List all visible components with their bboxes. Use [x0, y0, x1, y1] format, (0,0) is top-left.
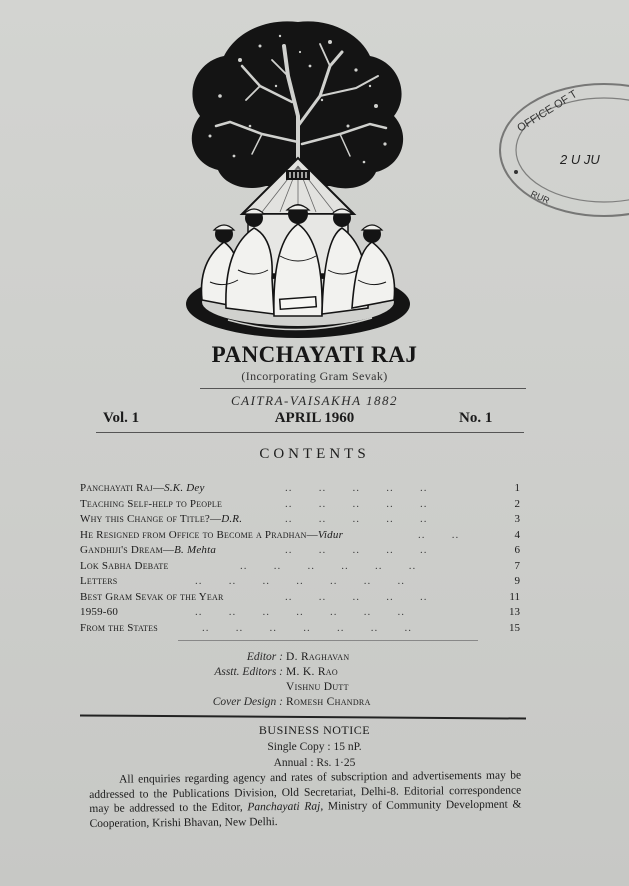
toc-row — [80, 559, 520, 575]
toc-leader: .. .. .. .. .. — [285, 482, 428, 494]
village-tree-illustration — [180, 16, 416, 342]
magazine-title: PANCHAYATI RAJ — [211, 342, 418, 367]
volume-label: Vol. 1 — [103, 410, 140, 426]
toc-leader: .. .. .. .. .. .. .. — [195, 606, 405, 618]
credit-name: M. K. Rao — [286, 666, 338, 678]
thick-divider — [80, 714, 526, 719]
toc-row — [80, 605, 520, 621]
divider — [178, 640, 478, 641]
toc-row — [80, 621, 520, 637]
toc-page-number: 3 — [514, 513, 520, 525]
toc-item-title: Letters — [80, 575, 118, 587]
toc-leader: .. .. .. .. .. .. .. — [202, 621, 412, 634]
credit-name: Vishnu Dutt — [286, 681, 349, 693]
divider — [96, 432, 524, 433]
toc-row — [80, 481, 520, 497]
toc-row — [80, 590, 520, 606]
toc-page-number: 15 — [509, 621, 520, 634]
contents-heading: CONTENTS — [259, 446, 370, 462]
table-of-contents — [80, 481, 520, 636]
annual-price: Annual : Rs. 1·25 — [273, 757, 356, 769]
credit-label: Asstt. Editors : — [214, 666, 283, 678]
single-copy-price: Single Copy : 15 nP. — [267, 741, 362, 753]
toc-page-number: 13 — [509, 606, 520, 618]
toc-item-title: Lok Sabha Debate — [80, 559, 169, 572]
toc-leader: .. .. .. .. .. — [285, 590, 428, 603]
toc-page-number: 1 — [514, 482, 520, 494]
toc-page-number: 2 — [514, 497, 520, 510]
toc-leader: .. .. .. .. .. — [285, 544, 428, 556]
toc-leader: .. .. .. .. .. — [285, 497, 428, 510]
issue-number: No. 1 — [459, 410, 493, 426]
toc-item-title: He Resigned from Office to Become a Pradhan—Vidur — [80, 528, 344, 541]
toc-page-number: 11 — [509, 590, 520, 603]
toc-leader: .. .. .. .. .. .. .. — [195, 575, 405, 587]
office-stamp — [494, 70, 629, 220]
calendar-date-line: CAITRA-VAISAKHA 1882 — [230, 393, 399, 408]
toc-item-title: Gandhiji's Dream—B. Mehta — [80, 544, 217, 556]
credit-label: Editor : — [246, 651, 283, 663]
toc-row — [80, 512, 520, 528]
toc-page-number: 7 — [514, 559, 520, 572]
divider — [200, 388, 526, 389]
toc-item-title: 1959-60 — [80, 606, 119, 618]
toc-row — [80, 543, 520, 559]
credit-label: Cover Design : — [212, 696, 283, 708]
business-notice-text: All enquiries regarding agency and rates of subscription and advertisements may be addressed to the Publications Division, Old Secretariat, Delhi-8. Editorial correspondence may be addressed to the Editor, Panchayati Raj, Ministry of Community Development & Cooperation, Krishi Bhavan, New Delhi. — [89, 769, 522, 830]
editorial-credits — [0, 651, 629, 711]
toc-item-title: Teaching Self-help to People — [80, 497, 223, 510]
toc-leader: .. .. .. .. .. — [285, 513, 428, 525]
svg-text:OFFICE OF T: OFFICE OF T — [515, 88, 580, 135]
toc-leader: .. .. — [418, 528, 460, 541]
magazine-subtitle: (Incorporating Gram Sevak) — [241, 369, 388, 383]
toc-row — [80, 497, 520, 513]
toc-page-number: 9 — [514, 575, 520, 587]
toc-page-number: 4 — [514, 528, 520, 541]
toc-item-title: From the States — [80, 621, 158, 634]
credit-row — [0, 651, 629, 666]
svg-text:RUR: RUR — [529, 188, 552, 206]
svg-text:2 U JU: 2 U JU — [560, 152, 600, 167]
credit-row — [0, 666, 629, 681]
toc-leader: .. .. .. .. .. .. — [240, 559, 417, 572]
toc-item-title: Why this Change of Title?—D.R. — [80, 513, 243, 525]
toc-item-title: Best Gram Sevak of the Year — [80, 590, 224, 603]
toc-row — [80, 574, 520, 590]
credit-name: D. Raghavan — [286, 651, 350, 663]
credit-row — [0, 696, 629, 711]
toc-item-title: Panchayati Raj—S.K. Dey — [80, 482, 205, 494]
credit-row — [0, 681, 629, 696]
toc-row — [80, 528, 520, 544]
credit-name: Romesh Chandra — [286, 696, 371, 708]
toc-page-number: 6 — [514, 544, 520, 556]
business-notice-heading: BUSINESS NOTICE — [258, 723, 371, 737]
issue-date: APRIL 1960 — [274, 410, 355, 426]
